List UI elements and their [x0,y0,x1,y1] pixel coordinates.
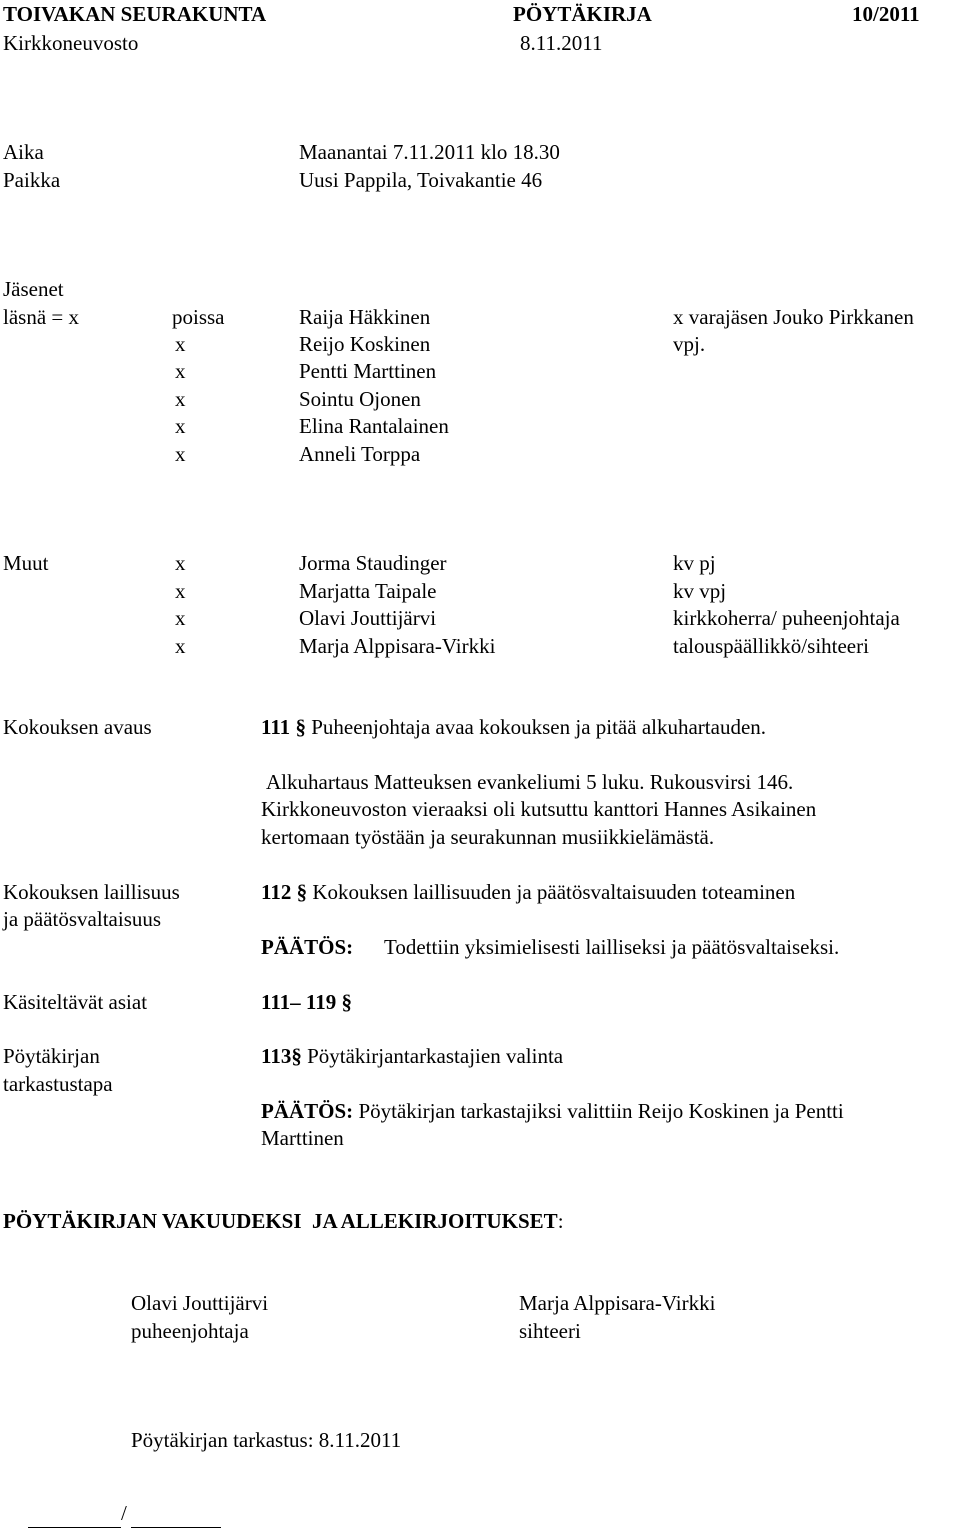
chair-name: Olavi Jouttijärvi [131,1291,269,1315]
section-number: 111 [261,715,291,739]
members-label: Jäsenet [3,277,64,301]
review-date: Pöytäkirjan tarkastus: 8.11.2011 [131,1428,402,1452]
member-name: Raija Häkkinen [299,305,431,329]
present-legend: läsnä = x [3,305,79,329]
section-111-label: Kokouksen avaus [3,715,152,739]
section-title: Puheenjohtaja avaa kokouksen ja pitää alkuhartauden. [311,715,767,739]
handled-items-label: Käsiteltävät asiat [3,990,148,1014]
section-title: Pöytäkirjantarkastajien valinta [307,1044,564,1068]
document-date: 8.11.2011 [520,31,603,55]
section-111-text-line: Kirkkoneuvoston vieraaksi oli kutsuttu kanttori Hannes Asikainen [261,797,817,821]
section-111-text-line: Alkuhartaus Matteuksen evankeliumi 5 luku. Rukousvirsi 146. [266,770,794,794]
section-number: 112 [261,880,292,904]
member-note: x varajäsen Jouko Pirkkanen [673,305,914,329]
section-113-label-line: Pöytäkirjan [3,1044,100,1068]
review-separator: / [121,1501,127,1525]
section-113-heading [261,1046,563,1067]
other-name: Jorma Staudinger [299,551,447,575]
others-label: Muut [3,551,49,575]
section-111-text-line: kertomaan työstään ja seurakunnan musiikkielämästä. [261,825,715,849]
absent-legend: poissa [172,305,225,329]
member-name: Anneli Torppa [299,442,421,466]
paragraph-sign: § [295,715,306,739]
section-112-heading [261,882,795,903]
member-present-mark: x [175,387,186,411]
handled-range: 111– 119 [261,990,337,1014]
document-type: PÖYTÄKIRJA [513,2,652,26]
signatures-heading-text: PÖYTÄKIRJAN VAKUUDEKSI JA ALLEKIRJOITUKSET [3,1209,558,1233]
signatures-heading [3,1211,564,1232]
other-name: Marjatta Taipale [299,579,437,603]
member-name: Pentti Marttinen [299,359,437,383]
section-number: 113 [261,1044,292,1068]
section-112-label-line: Kokouksen laillisuus [3,880,180,904]
section-112-label-line: ja päätösvaltaisuus [3,907,162,931]
decision-text: Pöytäkirjan tarkastajiksi valittiin Reijo Koskinen ja Pentti [358,1099,844,1123]
section-111-heading [261,717,766,738]
other-role: kv pj [673,551,716,575]
member-name: Sointu Ojonen [299,387,421,411]
review-signature-line-left [28,1527,121,1528]
other-present-mark: x [175,606,186,630]
place-label: Paikka [3,168,61,192]
other-name: Olavi Jouttijärvi [299,606,437,630]
document-number: 10/2011 [852,2,920,26]
governing-body: Kirkkoneuvosto [3,31,139,55]
place-value: Uusi Pappila, Toivakantie 46 [299,168,543,192]
other-role: kirkkoherra/ puheenjohtaja [673,606,900,630]
member-name: Elina Rantalainen [299,414,449,438]
review-signature-line-right [131,1527,221,1528]
member-note: vpj. [673,332,706,356]
other-present-mark: x [175,551,186,575]
secretary-role: sihteeri [519,1319,581,1343]
time-label: Aika [3,140,44,164]
time-value: Maanantai 7.11.2011 klo 18.30 [299,140,560,164]
section-112-decision-text: Todettiin yksimielisesti lailliseksi ja päätösvaltaiseksi. [384,935,840,959]
member-present-mark: x [175,359,186,383]
section-112-decision-label: PÄÄTÖS: [261,935,354,959]
section-113-decision-continuation: Marttinen [261,1126,344,1150]
section-113-label-line: tarkastustapa [3,1072,113,1096]
section-113-decision [261,1101,844,1122]
member-present-mark: x [175,332,186,356]
member-present-mark: x [175,442,186,466]
decision-label: PÄÄTÖS: [261,1099,354,1123]
other-present-mark: x [175,579,186,603]
secretary-name: Marja Alppisara-Virkki [519,1291,716,1315]
member-name: Reijo Koskinen [299,332,431,356]
signatures-heading-colon: : [557,1209,564,1233]
other-name: Marja Alppisara-Virkki [299,634,496,658]
organization-name: TOIVAKAN SEURAKUNTA [3,2,267,26]
other-present-mark: x [175,634,186,658]
handled-items-range [261,992,352,1013]
other-role: kv vpj [673,579,727,603]
chair-role: puheenjohtaja [131,1319,249,1343]
paragraph-sign: § [341,990,353,1014]
other-role: talouspäällikkö/sihteeri [673,634,869,658]
section-title: Kokouksen laillisuuden ja päätösvaltaisuuden toteaminen [312,880,796,904]
paragraph-sign: § [296,880,308,904]
member-present-mark: x [175,414,186,438]
paragraph-sign: § [291,1044,302,1068]
